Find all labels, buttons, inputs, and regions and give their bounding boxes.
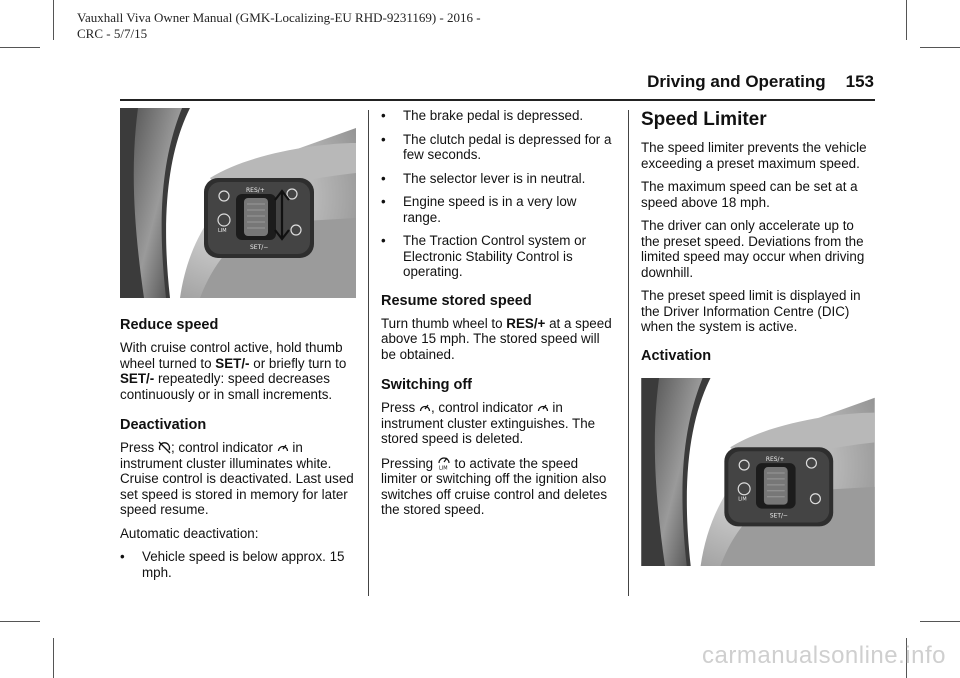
- deactivation-heading: Deactivation: [120, 417, 207, 433]
- page-number: 153: [845, 72, 874, 91]
- header-line-2: CRC - 5/7/15: [77, 26, 148, 41]
- header-line-1: Vauxhall Viva Owner Manual (GMK-Localizing-EU RHD-9231169) - 2016 -: [77, 10, 481, 25]
- list-item: [120, 549, 356, 580]
- speed-limiter-paragraph-1: The speed limiter prevents the vehicle exceeding a preset maximum speed.: [641, 140, 867, 171]
- bullet-dot: •: [381, 233, 386, 248]
- column-1: [120, 108, 356, 588]
- text-run: ; control indicator: [170, 440, 277, 455]
- text-run: repeatedly: speed decreases continuously or in small increments.: [120, 371, 333, 402]
- resume-stored-speed-heading: Resume stored speed: [381, 292, 532, 309]
- automatic-deactivation-label: Automatic deactivation:: [120, 525, 259, 541]
- text-run: Press: [120, 440, 158, 455]
- text-run: Press: [381, 400, 419, 415]
- watermark: carmanualsonline.info: [702, 642, 946, 669]
- text-run: or briefly turn to: [249, 355, 347, 371]
- resume-paragraph: [381, 316, 617, 363]
- bullet-dot: •: [381, 194, 386, 209]
- column-2: [381, 108, 617, 526]
- text-run: Turn thumb wheel to: [381, 315, 507, 331]
- list-item: [381, 108, 617, 124]
- cruise-indicator-icon: [537, 402, 549, 414]
- list-item-text: The brake pedal is depressed.: [403, 108, 584, 123]
- speed-limiter-icon: [437, 455, 451, 470]
- column-3: [641, 108, 875, 566]
- document-header: [77, 10, 481, 42]
- cruise-indicator-icon: [277, 442, 289, 454]
- text-run: in instrument cluster illuminates white. Cruise control is deactivated. Last used set speed is stored in memory for later speed resume.: [120, 440, 354, 517]
- list-item-text: The clutch pedal is depressed for a few seconds.: [403, 131, 612, 162]
- speed-limiter-paragraph-4: The preset speed limit is displayed in the Driver Information Centre (DIC) when the system is active.: [641, 288, 861, 334]
- list-item-text: The selector lever is in neutral.: [403, 170, 586, 186]
- speed-limiter-paragraph-3: The driver can only accelerate up to the preset speed. Deviations from the limited speed may occur when driving downhill.: [641, 218, 865, 280]
- bullet-dot: •: [120, 549, 125, 564]
- crop-mark: [0, 621, 40, 622]
- column-divider: [368, 110, 369, 596]
- list-item-text: The Traction Control system or Electronic Stability Control is operating.: [403, 233, 587, 279]
- bullet-dot: •: [381, 170, 386, 186]
- text-run: With cruise control active, hold thumb wheel turned to: [120, 340, 343, 371]
- list-item-text: Engine speed is in a very low range.: [403, 194, 577, 225]
- column-divider: [628, 110, 629, 596]
- res-plus-label: RES/+: [506, 315, 546, 331]
- section-header: [647, 72, 874, 92]
- bullet-dot: •: [381, 108, 386, 123]
- text-run: , control indicator: [430, 400, 537, 415]
- crop-mark: [906, 0, 907, 40]
- deactivation-paragraph: [120, 440, 356, 518]
- crop-mark: [0, 47, 40, 48]
- set-minus-label: SET/-: [120, 371, 155, 386]
- text-run: Pressing: [381, 455, 437, 471]
- steering-wheel-cruise-control-photo: [120, 108, 356, 298]
- lim-label: LIM: [218, 228, 227, 234]
- reduce-speed-paragraph: [120, 340, 356, 402]
- lim-icon-label: LIM: [438, 465, 448, 470]
- switching-off-heading: Switching off: [381, 377, 473, 393]
- switching-off-paragraph: [381, 400, 617, 447]
- res-label: RES/+: [765, 455, 785, 463]
- crop-mark: [920, 621, 960, 622]
- crop-mark: [920, 47, 960, 48]
- list-item: [381, 194, 617, 225]
- text-run: to activate the speed limiter or switching off the ignition also switches off cruise control and deletes the stored speed.: [381, 455, 608, 517]
- set-label: SET/−: [769, 512, 788, 520]
- set-minus-label: SET/-: [215, 355, 250, 371]
- set-label: SET/−: [250, 244, 269, 251]
- list-item: [381, 132, 617, 163]
- pressing-paragraph: [381, 455, 617, 518]
- list-item: [381, 233, 617, 280]
- crop-mark: [53, 0, 54, 40]
- section-title: Driving and Operating: [647, 72, 826, 91]
- steering-wheel-speed-limiter-photo: [641, 378, 875, 566]
- list-item-text: Vehicle speed is below approx. 15 mph.: [142, 549, 345, 580]
- cruise-control-icon: [419, 402, 431, 414]
- cruise-cancel-icon: [158, 441, 171, 454]
- activation-heading: Activation: [641, 347, 712, 364]
- crop-mark: [53, 638, 54, 678]
- res-label: RES/+: [246, 187, 265, 194]
- speed-limiter-paragraph-2: The maximum speed can be set at a speed above 18 mph.: [641, 179, 858, 210]
- header-rule: [120, 99, 875, 101]
- text-run: in instrument cluster extinguishes. The stored speed is deleted.: [381, 400, 596, 446]
- reduce-speed-heading: Reduce speed: [120, 317, 219, 333]
- text-run: at a speed above 15 mph. The stored speed will be obtained.: [381, 315, 612, 362]
- speed-limiter-heading: Speed Limiter: [641, 109, 767, 130]
- list-item: [381, 171, 617, 187]
- bullet-dot: •: [381, 131, 386, 147]
- lim-label: LIM: [738, 496, 747, 503]
